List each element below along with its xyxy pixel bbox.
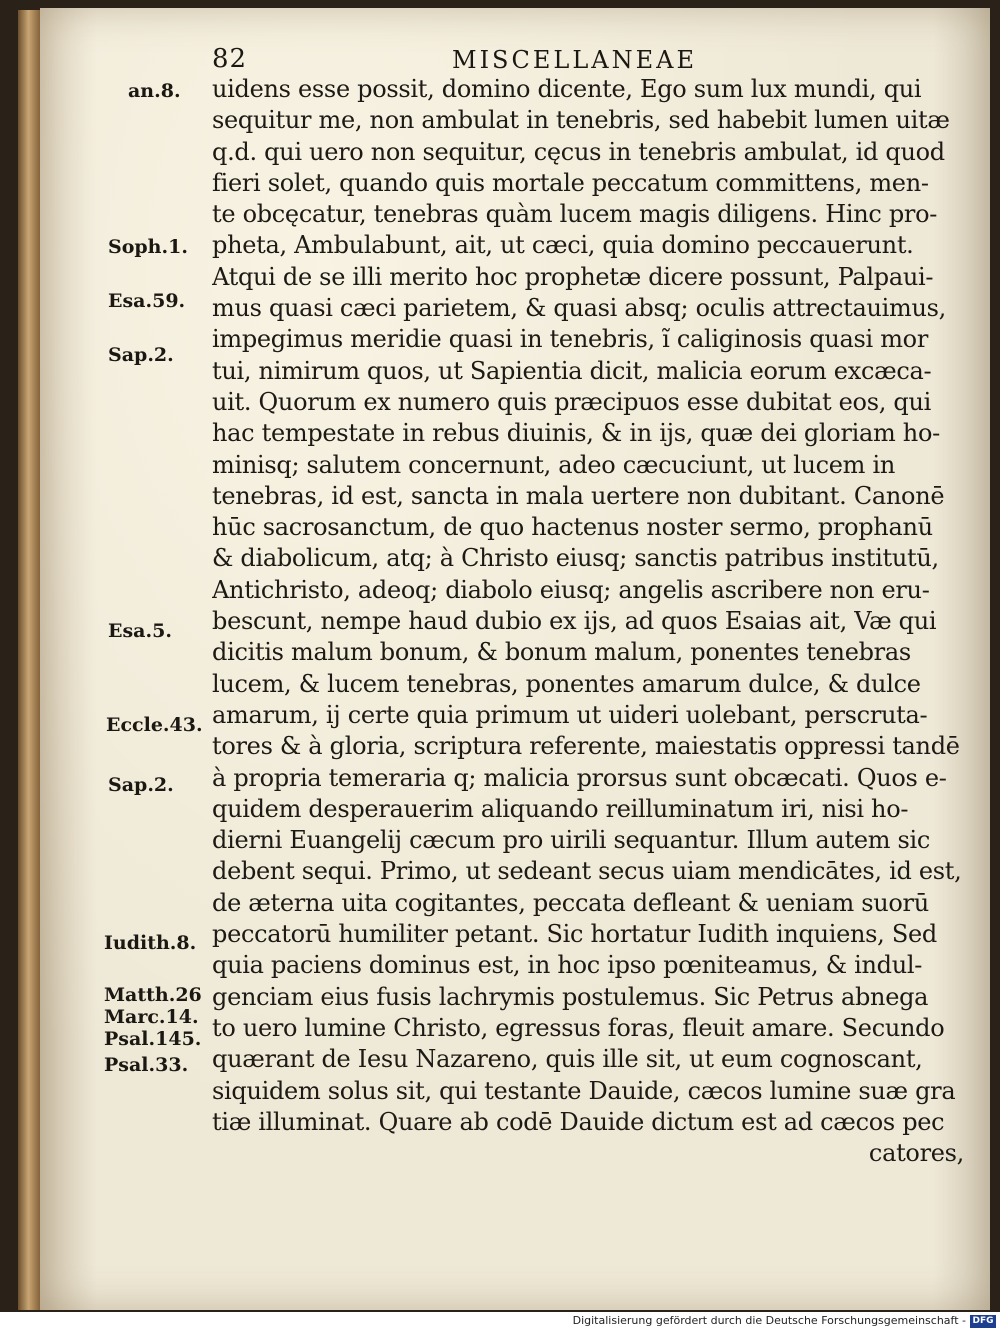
margin-note: Soph.1. bbox=[108, 236, 188, 258]
margin-note: Esa.59. bbox=[108, 290, 186, 312]
text-line: lucem, & lucem tenebras, ponentes amarum dulce, & dulce bbox=[212, 669, 921, 698]
text-line: quærant de Iesu Nazareno, quis ille sit, ut eum cognoscant, bbox=[212, 1045, 923, 1074]
text-line: te obcęcatur, tenebras quàm lucem magis diligens. Hinc pro- bbox=[212, 200, 938, 229]
text-line: debent sequi. Primo, ut sedeant secus uiam mendicātes, id est, bbox=[212, 857, 962, 886]
text-line: siquidem solus sit, qui testante Dauide, cæcos lumine suæ gra bbox=[212, 1076, 956, 1105]
text-line: dierni Euangelij cæcum pro uirili sequantur. Illum autem sic bbox=[212, 826, 931, 855]
catchword: catores, bbox=[868, 1139, 964, 1168]
text-line: de æterna uita cogitantes, peccata defleant & ueniam suorū bbox=[212, 888, 929, 917]
margin-note: Iudith.8. bbox=[104, 932, 197, 954]
folio-number: 82 bbox=[212, 44, 248, 74]
body-text bbox=[212, 74, 972, 1169]
text-line: à propria temeraria q; malicia prorsus sunt obcæcati. Quos e- bbox=[212, 763, 947, 792]
margin-note: Matth.26 bbox=[104, 984, 202, 1006]
text-line: minisq; salutem concernunt, adeo cæcuciunt, ut lucem in bbox=[212, 450, 896, 479]
text-line: hūc sacrosanctum, de quo hactenus noster sermo, prophanū bbox=[212, 513, 933, 542]
text-line: sequitur me, non ambulat in tenebris, sed habebit lumen uitæ bbox=[212, 106, 950, 135]
text-line: genciam eius fusis lachrymis postulemus. Sic Petrus abnega bbox=[212, 982, 929, 1011]
text-line: dicitis malum bonum, & bonum malum, ponentes tenebras bbox=[212, 638, 911, 667]
text-line: amarum, ij certe quia primum ut uideri uolebant, perscruta- bbox=[212, 700, 928, 729]
book-page bbox=[40, 8, 990, 1310]
text-line: Atqui de se illi merito hoc prophetæ dicere possunt, Palpaui- bbox=[212, 262, 934, 291]
margin-note: Sap.2. bbox=[108, 774, 174, 796]
funding-credit: Digitalisierung gefördert durch die Deutsche Forschungsgemeinschaft - bbox=[572, 1314, 966, 1327]
running-title: MISCELLANEAE bbox=[452, 46, 697, 74]
margin-note: Sap.2. bbox=[108, 344, 174, 366]
text-line: bescunt, nempe haud dubio ex ijs, ad quos Esaias ait, Væ qui bbox=[212, 607, 937, 636]
margin-note: Marc.14. bbox=[104, 1006, 199, 1028]
text-line: pheta, Ambulabunt, ait, ut cæci, quia domino peccauerunt. bbox=[212, 231, 914, 260]
text-line: uidens esse possit, domino dicente, Ego sum lux mundi, qui bbox=[212, 75, 922, 103]
text-line: fieri solet, quando quis mortale peccatum committens, men- bbox=[212, 168, 929, 197]
text-line: tui, nimirum quos, ut Sapientia dicit, malicia eorum excæca- bbox=[212, 356, 932, 385]
text-line: Antichristo, adeoq; diabolo eiusq; angelis ascribere non eru- bbox=[212, 575, 930, 604]
margin-note: Esa.5. bbox=[108, 620, 172, 642]
text-line: tiæ illuminat. Quare ab codē Dauide dictum est ad cæcos pec bbox=[212, 1107, 945, 1136]
text-line: mus quasi cæci parietem, & quasi absq; oculis attrectauimus, bbox=[212, 294, 946, 323]
margin-notes bbox=[40, 8, 210, 1308]
text-line: & diabolicum, atq; à Christo eiusq; sanctis patribus institutū, bbox=[212, 544, 939, 573]
text-line: tenebras, id est, sancta in mala uertere non dubitant. Canonē bbox=[212, 481, 945, 510]
text-line: to uero lumine Christo, egressus foras, fleuit amare. Secundo bbox=[212, 1013, 945, 1042]
margin-note: an.8. bbox=[128, 80, 181, 102]
text-line: impegimus meridie quasi in tenebris, ĩ caliginosis quasi mor bbox=[212, 325, 929, 354]
text-line: quia paciens dominus est, in hoc ipso pœniteamus, & indul- bbox=[212, 951, 923, 980]
margin-note: Eccle.43. bbox=[106, 714, 203, 736]
text-line: uit. Quorum ex numero quis præcipuos esse dubitat eos, qui bbox=[212, 387, 931, 416]
digitization-footer bbox=[0, 1312, 1000, 1331]
text-line: q.d. qui uero non sequitur, cęcus in tenebris ambulat, id quod bbox=[212, 137, 945, 166]
margin-note: Psal.33. bbox=[104, 1054, 189, 1076]
dfg-logo-icon: DFG bbox=[970, 1315, 996, 1328]
margin-note: Psal.145. bbox=[104, 1028, 202, 1050]
text-line: quidem desperauerim aliquando reilluminatum iri, nisi ho- bbox=[212, 794, 909, 823]
text-line: tores & à gloria, scriptura referente, maiestatis oppressi tandē bbox=[212, 732, 960, 761]
text-line: hac tempestate in rebus diuinis, & in ijs, quæ dei gloriam ho- bbox=[212, 419, 940, 448]
text-line: peccatorū humiliter petant. Sic hortatur Iudith inquiens, Sed bbox=[212, 920, 937, 949]
